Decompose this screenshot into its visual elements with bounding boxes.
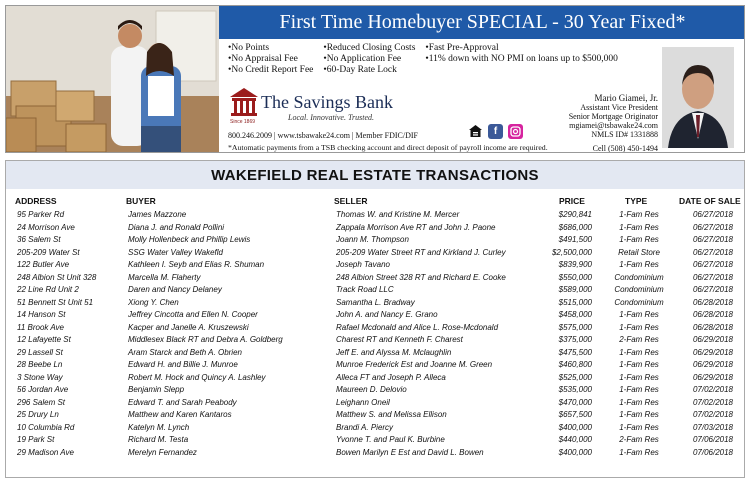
- table-row: [6, 234, 744, 247]
- address-cell: 29 Madison Ave: [17, 447, 74, 457]
- type-cell: 1-Fam Res: [619, 222, 659, 232]
- type-cell: 1-Fam Res: [619, 385, 659, 394]
- buyer-cell: SSG Water Valley Wakefld: [128, 247, 223, 257]
- buyer-cell: Benjamin Slepp: [128, 385, 185, 394]
- price-cell: $575,000: [558, 322, 592, 332]
- seller-cell: Munroe Frederick Est and Joanne M. Green: [336, 360, 493, 369]
- seller-cell: Joann M. Thompson: [336, 235, 409, 244]
- table-row: [6, 297, 744, 310]
- price-cell: $657,500: [558, 410, 592, 419]
- seller-cell: Bowen Marilyn E Est and David L. Bowen: [336, 447, 484, 457]
- bank-building-icon: [228, 86, 260, 120]
- table-title: WAKEFIELD REAL ESTATE TRANSACTIONS: [6, 161, 744, 189]
- table-row: [6, 322, 744, 335]
- date-cell: 06/27/2018: [692, 247, 733, 257]
- benefit-item: • No Points: [228, 43, 313, 53]
- price-cell: $460,800: [558, 360, 592, 369]
- price-cell: $589,000: [558, 285, 592, 294]
- logo-since: Since 1869: [230, 119, 256, 125]
- date-cell: 06/27/2018: [692, 210, 733, 219]
- address-cell: 296 Salem St: [17, 397, 66, 407]
- buyer-cell: Xiong Y. Chen: [128, 297, 179, 307]
- benefits-column: [323, 43, 415, 75]
- date-cell: 07/03/2018: [692, 422, 733, 432]
- address-cell: 205-209 Water St: [17, 247, 80, 257]
- benefit-item: • 11% down with NO PMI on loans up to $500,000: [425, 54, 617, 64]
- type-cell: 1-Fam Res: [619, 347, 659, 357]
- buyer-cell: Diana J. and Ronald Pollini: [128, 222, 225, 232]
- benefits-column: [228, 43, 313, 75]
- price-cell: $375,000: [558, 335, 592, 344]
- table-row: [6, 397, 744, 410]
- seller-cell: Rafael Mcdonald and Alice L. Rose-Mcdonald: [336, 322, 499, 332]
- date-cell: 07/06/2018: [692, 447, 733, 457]
- seller-cell: 205-209 Water Street RT and Kirkland J. Curley: [336, 247, 506, 257]
- price-cell: $470,000: [558, 397, 592, 407]
- address-cell: 51 Bennett St Unit 51: [17, 297, 94, 307]
- seller-cell: Matthew S. and Melissa Ellison: [336, 410, 447, 419]
- type-cell: 1-Fam Res: [619, 235, 659, 244]
- price-cell: $515,000: [558, 297, 592, 307]
- date-cell: 07/02/2018: [692, 410, 733, 419]
- price-cell: $491,500: [558, 235, 592, 244]
- buyer-cell: Daren and Nancy Delaney: [128, 285, 222, 294]
- benefits-column: [425, 43, 617, 75]
- couple-photo: [6, 6, 219, 152]
- transactions-rows: [6, 209, 744, 459]
- price-cell: $400,000: [558, 422, 592, 432]
- buyer-cell: Kacper and Janelle A. Kruszewski: [128, 322, 249, 332]
- seller-cell: Zappala Morrison Ave RT and John J. Paone: [336, 222, 496, 232]
- date-cell: 06/27/2018: [692, 285, 733, 294]
- buyer-cell: Robert M. Hock and Quincy A. Lashley: [128, 372, 266, 382]
- table-row: [6, 259, 744, 272]
- seller-cell: Thomas W. and Kristine M. Mercer: [336, 210, 460, 219]
- address-cell: 24 Morrison Ave: [17, 222, 75, 232]
- officer-cell: Cell (508) 450-1494: [592, 144, 658, 153]
- type-cell: Condominium: [614, 272, 664, 282]
- officer-portrait: [662, 47, 734, 148]
- buyer-cell: Aram Starck and Beth A. Obrien: [128, 347, 242, 357]
- seller-cell: Alleca FT and Joseph P. Alleca: [336, 372, 446, 382]
- seller-cell: Joseph Tavano: [336, 260, 390, 269]
- date-cell: 06/27/2018: [692, 272, 733, 282]
- address-cell: 28 Beebe Ln: [17, 360, 63, 369]
- type-cell: 1-Fam Res: [619, 260, 659, 269]
- bank-contact-line: 800.246.2009 | www.tsbawake24.com | Member FDIC/DIF: [228, 131, 418, 140]
- column-header-seller: SELLER: [334, 196, 368, 206]
- table-row: [6, 359, 744, 372]
- address-cell: 248 Albion St Unit 328: [17, 272, 97, 282]
- table-row: [6, 347, 744, 360]
- date-cell: 06/28/2018: [692, 297, 733, 307]
- seller-cell: Maureen D. Delovio: [336, 385, 407, 394]
- type-cell: 2-Fam Res: [619, 435, 659, 444]
- table-row: [6, 409, 744, 422]
- homebuyer-ad: [5, 5, 745, 153]
- table-row: [6, 422, 744, 435]
- buyer-cell: Richard M. Testa: [128, 435, 189, 444]
- type-cell: 1-Fam Res: [619, 210, 659, 219]
- address-cell: 14 Hanson St: [17, 310, 66, 319]
- seller-cell: Jeff E. and Alyssa M. Mclaughlin: [336, 347, 452, 357]
- type-cell: 1-Fam Res: [619, 422, 659, 432]
- buyer-cell: Kathleen I. Seyb and Elias R. Shuman: [128, 260, 265, 269]
- price-cell: $440,000: [558, 435, 592, 444]
- officer-name: Mario Giamei, Jr.: [594, 93, 658, 103]
- bank-tagline: Local. Innovative. Trusted.: [288, 113, 374, 122]
- officer-email: mgiamei@tsbawake24.com: [569, 121, 658, 130]
- type-cell: 2-Fam Res: [619, 335, 659, 344]
- address-cell: 22 Line Rd Unit 2: [17, 285, 79, 294]
- address-cell: 11 Brook Ave: [17, 322, 64, 332]
- buyer-cell: Matthew and Karen Kantaros: [128, 410, 232, 419]
- date-cell: 06/29/2018: [692, 335, 733, 344]
- price-cell: $400,000: [558, 447, 592, 457]
- officer-headshot: [662, 47, 734, 148]
- column-header-type: TYPE: [625, 196, 648, 206]
- bank-logo: [228, 86, 428, 126]
- benefit-item: • Fast Pre-Approval: [425, 43, 617, 53]
- couple-with-boxes-illustration: [6, 6, 219, 152]
- table-row: [6, 272, 744, 285]
- price-cell: $839,900: [558, 260, 592, 269]
- date-cell: 06/27/2018: [692, 260, 733, 269]
- price-cell: $686,000: [558, 222, 592, 232]
- transactions-panel: [5, 160, 745, 478]
- address-cell: 56 Jordan Ave: [17, 385, 69, 394]
- type-cell: 1-Fam Res: [619, 447, 659, 457]
- table-row: [6, 284, 744, 297]
- seller-cell: Charest RT and Kenneth F. Charest: [336, 335, 463, 344]
- table-row: [6, 209, 744, 222]
- address-cell: 29 Lassell St: [17, 347, 63, 357]
- type-cell: 1-Fam Res: [619, 372, 659, 382]
- price-cell: $525,000: [558, 372, 592, 382]
- promo-banner: First Time Homebuyer SPECIAL - 30 Year Fixed*: [219, 6, 745, 39]
- date-cell: 06/27/2018: [692, 222, 733, 232]
- type-cell: Retail Store: [618, 247, 660, 257]
- table-row: [6, 334, 744, 347]
- benefit-item: • No Application Fee: [323, 54, 415, 64]
- date-cell: 06/29/2018: [692, 347, 733, 357]
- date-cell: 06/29/2018: [692, 372, 733, 382]
- facebook-icon[interactable]: f: [488, 124, 503, 139]
- address-cell: 95 Parker Rd: [17, 210, 65, 219]
- buyer-cell: Edward T. and Sarah Peabody: [128, 397, 237, 407]
- price-cell: $550,000: [558, 272, 592, 282]
- table-row: [6, 309, 744, 322]
- buyer-cell: Katelyn M. Lynch: [128, 422, 190, 432]
- date-cell: 07/06/2018: [692, 435, 733, 444]
- date-cell: 07/02/2018: [692, 397, 733, 407]
- address-cell: 3 Stone Way: [17, 372, 63, 382]
- date-cell: 06/28/2018: [692, 310, 733, 319]
- benefit-item: • Reduced Closing Costs: [323, 43, 415, 53]
- seller-cell: Yvonne T. and Paul K. Burbine: [336, 435, 445, 444]
- price-cell: $290,841: [558, 210, 592, 219]
- seller-cell: Brandi A. Piercy: [336, 422, 394, 432]
- instagram-icon[interactable]: [508, 124, 523, 139]
- buyer-cell: Jeffrey Cincotta and Ellen N. Cooper: [128, 310, 258, 319]
- benefit-item: • 60-Day Rate Lock: [323, 65, 415, 75]
- seller-cell: John A. and Nancy E. Grano: [336, 310, 438, 319]
- table-row: [6, 247, 744, 260]
- price-cell: $475,500: [558, 347, 592, 357]
- table-row: [6, 372, 744, 385]
- address-cell: 122 Butler Ave: [17, 260, 70, 269]
- type-cell: 1-Fam Res: [619, 310, 659, 319]
- address-cell: 25 Drury Ln: [17, 410, 59, 419]
- price-cell: $2,500,000: [551, 247, 592, 257]
- loan-officer-info: [569, 94, 658, 139]
- type-cell: Condominium: [614, 297, 664, 307]
- buyer-cell: James Mazzone: [128, 210, 187, 219]
- type-cell: 1-Fam Res: [619, 360, 659, 369]
- buyer-cell: Middlesex Black RT and Debra A. Goldberg: [128, 335, 283, 344]
- ad-disclaimer: *Automatic payments from a TSB checking account and direct deposit of payroll income are required.: [228, 143, 548, 152]
- buyer-cell: Edward H. and Billie J. Munroe: [128, 360, 238, 369]
- address-cell: 10 Columbia Rd: [17, 422, 75, 432]
- type-cell: 1-Fam Res: [619, 410, 659, 419]
- column-header-date: DATE OF SALE: [679, 196, 741, 206]
- benefit-item: • No Appraisal Fee: [228, 54, 313, 64]
- address-cell: 12 Lafayette St: [17, 335, 71, 344]
- buyer-cell: Merelyn Fernandez: [128, 447, 197, 457]
- seller-cell: Leighann Oneil: [336, 397, 390, 407]
- date-cell: 07/02/2018: [692, 385, 733, 394]
- type-cell: 1-Fam Res: [619, 322, 659, 332]
- bank-name: The Savings Bank: [261, 92, 393, 112]
- column-header-address: ADDRESS: [15, 196, 57, 206]
- seller-cell: 248 Albion Street 328 RT and Richard E. Cooke: [336, 272, 506, 282]
- date-cell: 06/28/2018: [692, 322, 733, 332]
- seller-cell: Track Road LLC: [336, 285, 394, 294]
- price-cell: $535,000: [558, 385, 592, 394]
- date-cell: 06/29/2018: [692, 360, 733, 369]
- buyer-cell: Marcella M. Flaherty: [128, 272, 201, 282]
- table-row: [6, 434, 744, 447]
- price-cell: $458,000: [558, 310, 592, 319]
- column-header-price: PRICE: [559, 196, 585, 206]
- seller-cell: Samantha L. Bradway: [336, 297, 415, 307]
- benefit-item: • No Credit Report Fee: [228, 65, 313, 75]
- equal-housing-icon: [468, 124, 483, 139]
- address-cell: 19 Park St: [17, 435, 55, 444]
- table-row: [6, 222, 744, 235]
- benefits-list: [228, 43, 688, 75]
- type-cell: Condominium: [614, 285, 664, 294]
- officer-title: Senior Mortgage Originator: [568, 112, 658, 121]
- table-row: [6, 384, 744, 397]
- officer-nmls: NMLS ID# 1331888: [591, 130, 658, 139]
- type-cell: 1-Fam Res: [619, 397, 659, 407]
- buyer-cell: Molly Hollenbeck and Phillip Lewis: [128, 235, 251, 244]
- officer-title: Assistant Vice President: [580, 103, 658, 112]
- column-header-buyer: BUYER: [126, 196, 156, 206]
- table-row: [6, 447, 744, 460]
- address-cell: 36 Salem St: [17, 235, 61, 244]
- date-cell: 06/27/2018: [692, 235, 733, 244]
